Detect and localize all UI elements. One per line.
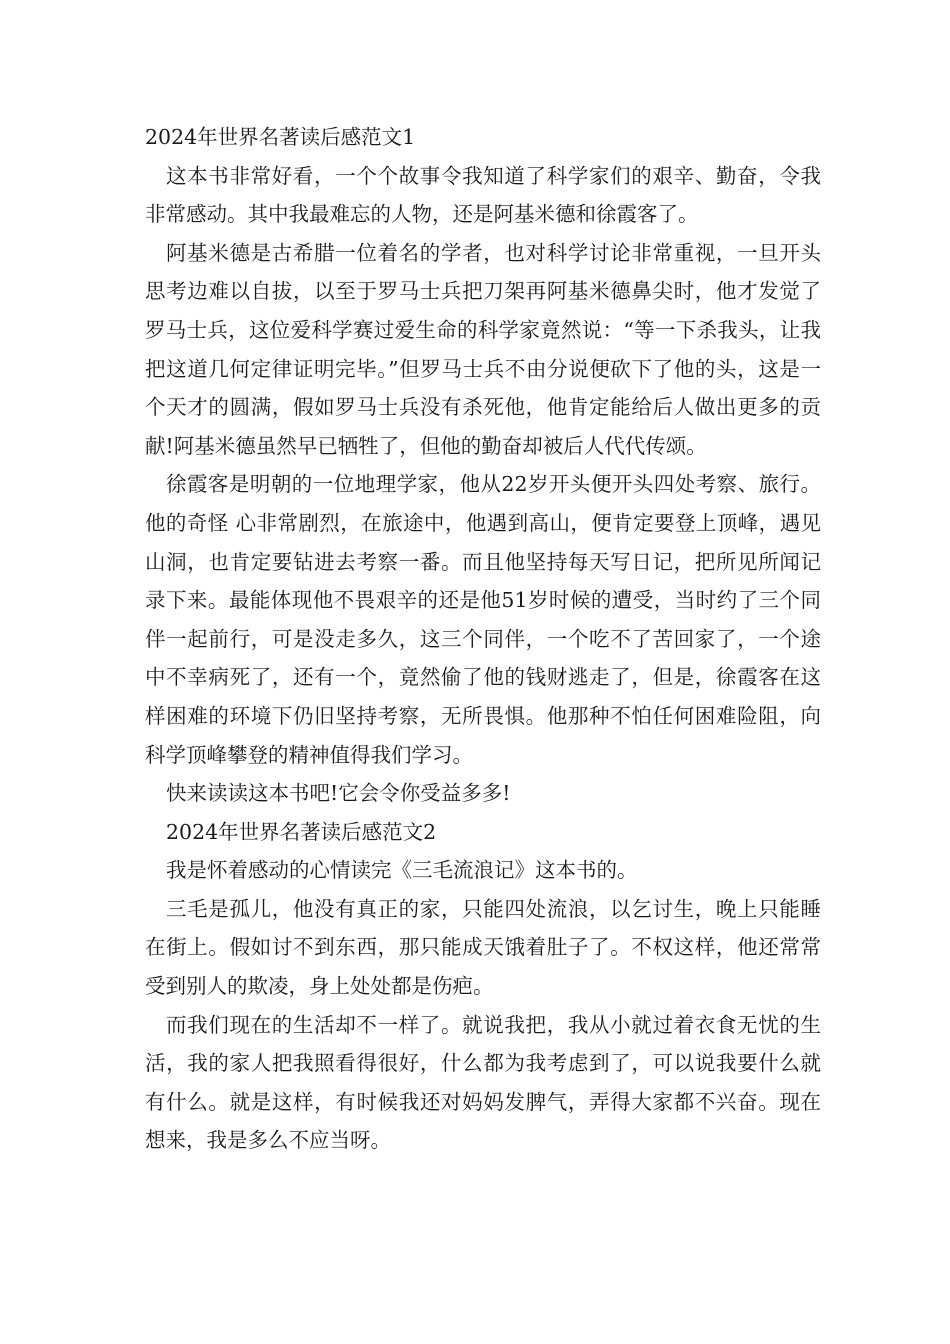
paragraph-xu-xiake: 徐霞客是明朝的一位地理学家，他从22岁开头便开头四处考察、旅行。他的奇怪 心非常剧烈，在旅途中，他遇到高山，便肯定要登上顶峰，遇见山洞，也肯定要钻进去考察一番。而且他坚持每天写日记，把所见所闻记录下来。最能体现他不畏艰辛的还是他51岁时候的遭受，当时约了三个同伴一起前行，可是没走多久，这三个同伴，一个吃不了苦回家了，一个途中不幸病死了，还有一个，竟然偷了他的钱财逃走了，但是，徐霞客在这样困难的环境下仍旧坚持考察，无所畏惧。他那种不怕任何困难险阻，向科学顶峰攀登的精神值得我们学习。 [145, 472, 821, 767]
paragraph-intro-2: 我是怀着感动的心情读完《三毛流浪记》这本书的。 [166, 858, 638, 883]
paragraph-intro-1: 这本书非常好看，一个个故事令我知道了科学家们的艰辛、勤奋，令我非常感动。其中我最难忘的人物，还是阿基米德和徐霞客了。 [145, 163, 821, 227]
essay-heading-2: 2024年世界名著读后感范文2 [166, 819, 437, 844]
paragraph-our-life: 而我们现在的生活却不一样了。就说我把，我从小就过着衣食无忧的生活，我的家人把我照看得很好，什么都为我考虑到了，可以说我要什么就有什么。就是这样，有时候我还对妈妈发脾气，弄得大家都不兴奋。现在想来，我是多么不应当呀。 [145, 1012, 821, 1153]
essay-heading-1: 2024年世界名著读后感范文1 [145, 125, 416, 149]
paragraph-archimedes: 阿基米德是古希腊一位着名的学者，也对科学讨论非常重视，一旦开头思考边难以自拔，以至于罗马士兵把刀架再阿基米德鼻尖时，他才发觉了罗马士兵，这位爱科学赛过爱生命的科学家竟然说：“等一下杀我头，让我把这道几何定律证明完毕。”但罗马士兵不由分说便砍下了他的头，这是一个天才的圆满，假如罗马士兵没有杀死他，他肯定能给后人做出更多的贡献!阿基米德虽然早已牺牲了，但他的勤奋却被后人代代传颂。 [145, 240, 821, 458]
paragraph-sanmao: 三毛是孤儿，他没有真正的家，只能四处流浪，以乞讨生，晚上只能睡在街上。假如讨不到东西，那只能成天饿着肚子了。不权这样，他还常常受到别人的欺凌，身上处处都是伤疤。 [145, 896, 821, 999]
document-page [145, 118, 821, 1160]
paragraph-conclusion-1: 快来读读这本书吧!它会令你受益多多! [166, 781, 511, 806]
